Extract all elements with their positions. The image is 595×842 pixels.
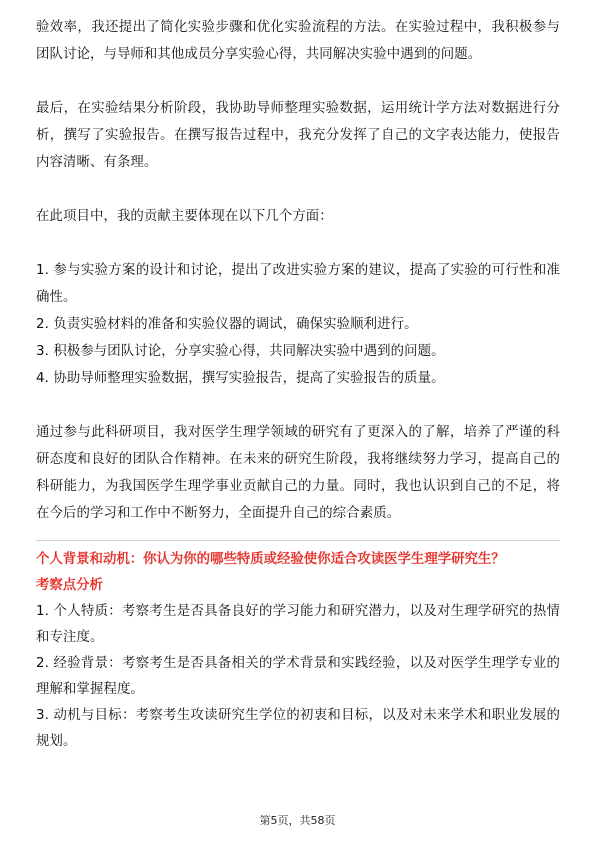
document-page [36,14,560,755]
paragraph-conclusion: 通过参与此科研项目，我对医学生理学领域的研究有了更深入的了解，培养了严谨的科研态度和良好的团队合作精神。在未来的研究生阶段，我将继续努力学习，提高自己的科研能力，为我国医学生理学事业贡献自己的力量。同时，我也认识到自己的不足，将在今后的学习和工作中不断努力，全面提升自己的综合素质。 [36,425,560,521]
list-item: 2. 负责实验材料的准备和实验仪器的调试，确保实验顺利进行。 [36,317,418,332]
page-number-footer: 第5页，共58页 [259,814,336,827]
list-item: 3. 积极参与团队讨论，分享实验心得，共同解决实验中遇到的问题。 [36,344,445,359]
paragraph-contribution-intro: 在此项目中，我的贡献主要体现在以下几个方面： [36,209,333,224]
list-item: 4. 协助导师整理实验数据，撰写实验报告，提高了实验报告的质量。 [36,371,445,386]
paragraph-gap [36,176,560,203]
paragraph-gap [36,230,560,257]
analysis-heading: 考察点分析 [36,578,103,593]
paragraph-gap [36,68,560,95]
contribution-list [36,257,560,392]
paragraph-gap [36,392,560,419]
analysis-point: 3. 动机与目标：考察考生攻读研究生学位的初衷和目标，以及对未来学术和职业发展的规划。 [36,708,560,749]
analysis-point: 1. 个人特质：考察考生是否具备良好的学习能力和研究潜力，以及对生理学研究的热情和专注度。 [36,604,560,645]
paragraph-experiment-efficiency: 验效率，我还提出了简化实验步骤和优化实验流程的方法。在实验过程中，我积极参与团队讨论，与导师和其他成员分享实验心得，共同解决实验中遇到的问题。 [36,20,560,62]
list-item: 1. 参与实验方案的设计和讨论，提出了改进实验方案的建议，提高了实验的可行性和准确性。 [36,263,560,305]
section-divider [36,540,560,541]
analysis-list [36,599,560,755]
analysis-point: 2. 经验背景：考察考生是否具备相关的学术背景和实践经验，以及对医学生理学专业的理解和掌握程度。 [36,656,560,697]
question-title: 个人背景和动机：你认为你的哪些特质或经验使你适合攻读医学生理学研究生？ [36,552,505,567]
paragraph-result-analysis: 最后，在实验结果分析阶段，我协助导师整理实验数据，运用统计学方法对数据进行分析，撰写了实验报告。在撰写报告过程中，我充分发挥了自己的文字表达能力，使报告内容清晰、有条理。 [36,101,560,170]
